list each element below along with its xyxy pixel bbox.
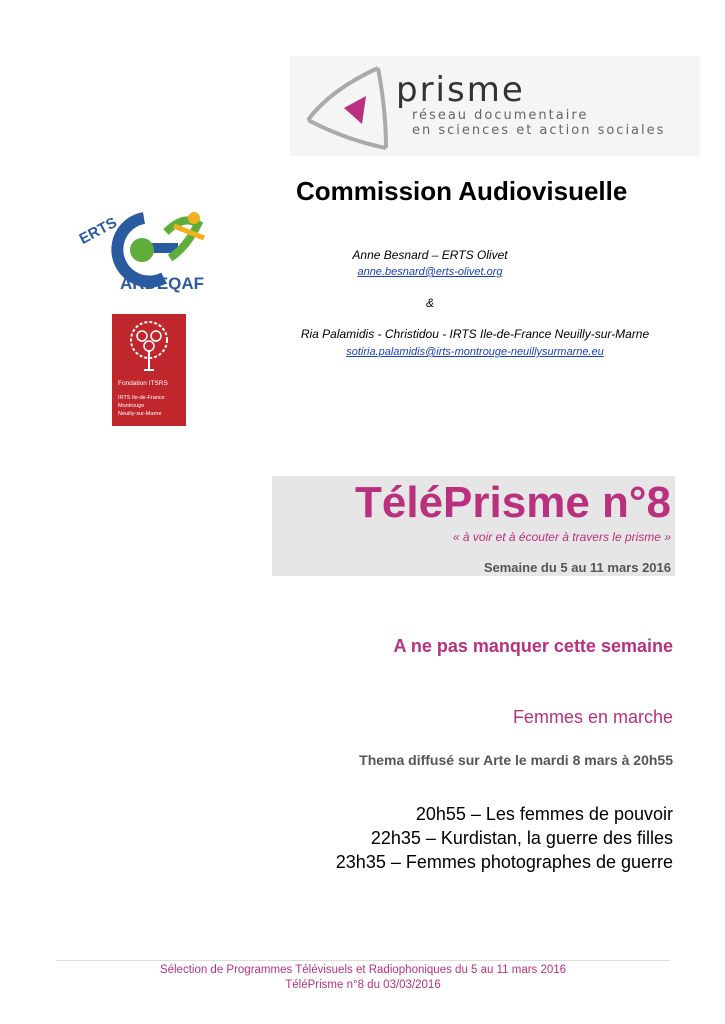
list-item: 23h35 – Femmes photographes de guerre xyxy=(335,852,673,872)
program-list xyxy=(336,802,673,874)
section-heading: A ne pas manquer cette semaine xyxy=(393,636,673,656)
list-item: 20h55 – Les femmes de pouvoir xyxy=(415,804,673,824)
prisme-logo xyxy=(290,56,700,156)
footer-line-1: Sélection de Programmes Télévisuels et Radiophoniques du 5 au 11 mars 2016 xyxy=(159,964,567,976)
list-item: 22h35 – Kurdistan, la guerre des filles xyxy=(370,828,673,848)
commission-title: Commission Audiovisuelle xyxy=(296,176,628,206)
tree-icon xyxy=(126,320,172,372)
prisme-triangle-icon xyxy=(300,60,390,152)
teleprisme-banner xyxy=(272,476,675,576)
program-title: Femmes en marche xyxy=(512,707,673,727)
itsrs-address: IRTS Ile-de-France Montrouge Neuilly-sur-Marne xyxy=(118,395,165,417)
contact-separator: & xyxy=(425,296,434,310)
itsrs-title: Fondation ITSRS xyxy=(118,380,168,387)
teleprisme-subtitle: « à voir et à écouter à travers le prisme » xyxy=(452,530,671,544)
teleprisme-title: TéléPrisme n°8 xyxy=(355,478,671,527)
contact-1-email[interactable]: anne.besnard@erts-olivet.org xyxy=(357,266,503,278)
erts-label: ERTS xyxy=(76,214,120,248)
prisme-name: prisme xyxy=(396,70,525,110)
contact-2-name: Ria Palamidis - Christidou - IRTS Ile-de-France Neuilly-sur-Marne xyxy=(300,327,650,341)
broadcast-info: Thema diffusé sur Arte le mardi 8 mars à 20h55 xyxy=(359,752,673,768)
teleprisme-week: Semaine du 5 au 11 mars 2016 xyxy=(483,560,671,575)
prisme-tagline: réseau documentaire en sciences et action sociales xyxy=(412,108,666,138)
footer xyxy=(56,963,670,993)
footer-line-2: TéléPrisme n°8 du 03/03/2016 xyxy=(285,979,441,991)
contact-1-name: Anne Besnard – ERTS Olivet xyxy=(352,248,508,262)
fondation-itsrs-logo xyxy=(112,314,186,426)
ardeqaf-label: ARDEQAF xyxy=(120,274,205,293)
contact-2-email[interactable]: sotiria.palamidis@irts-montrouge-neuillysurmarne.eu xyxy=(346,346,604,358)
footer-divider xyxy=(56,960,670,961)
